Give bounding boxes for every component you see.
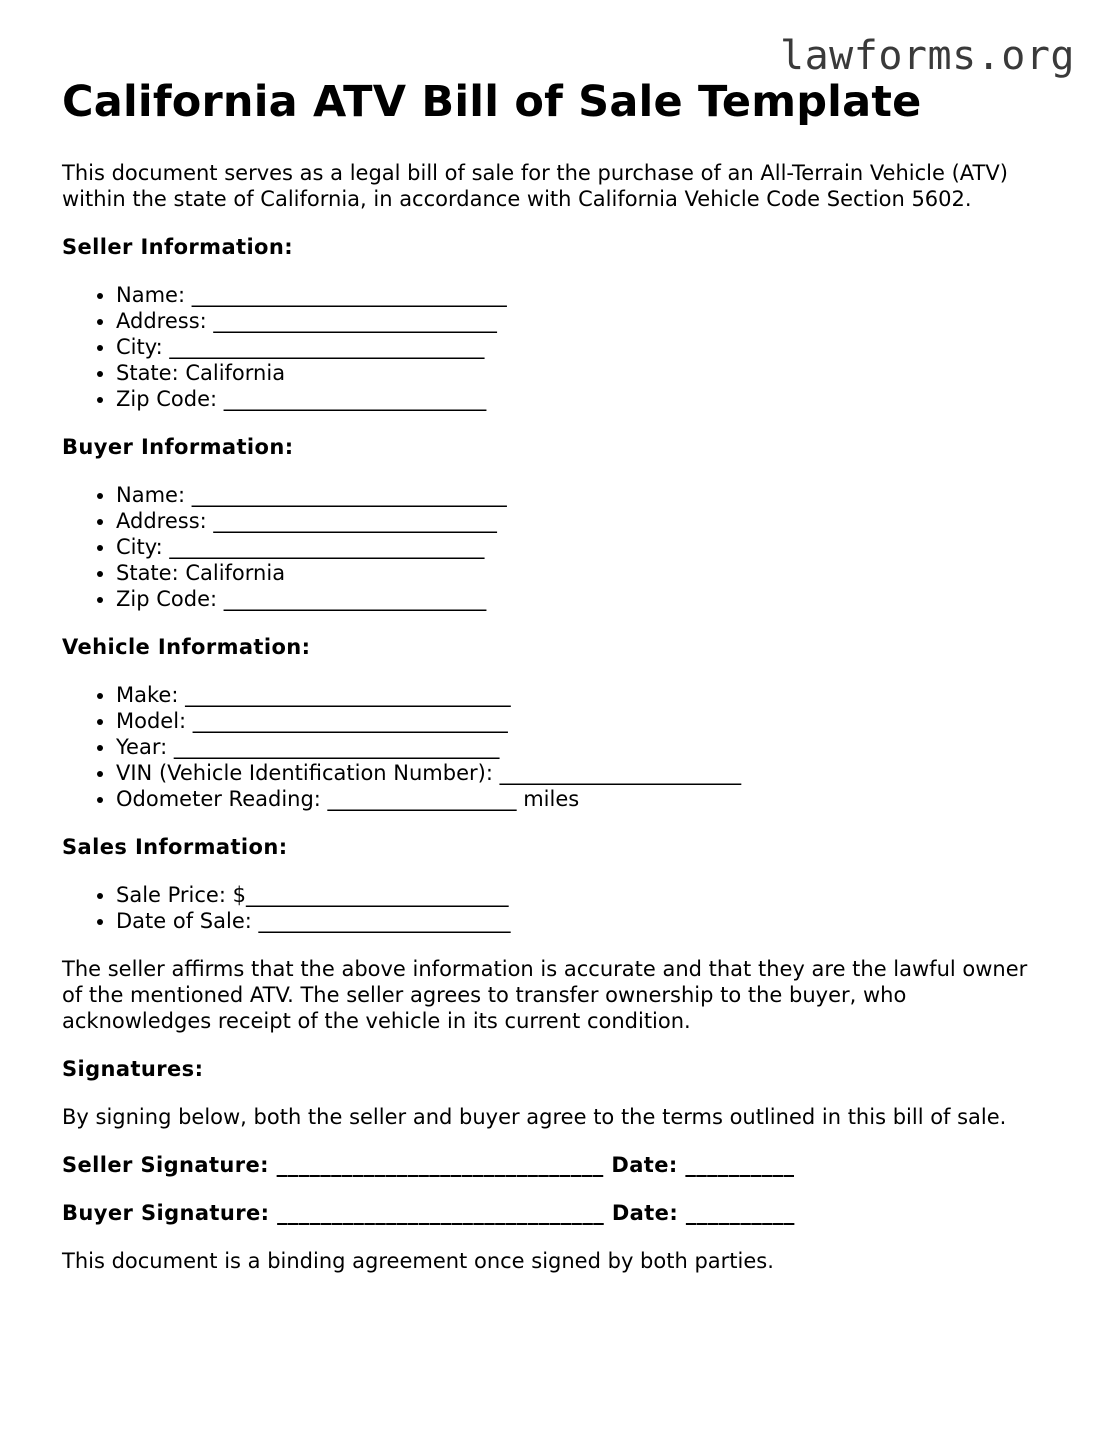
buyer-state-field: • State: California	[116, 560, 1052, 586]
sales-info-list	[62, 882, 1052, 934]
seller-city-field: • City: ______________________________	[116, 334, 1052, 360]
signatures-statement: By signing below, both the seller and buyer agree to the terms outlined in this bill of sale.	[62, 1105, 1007, 1130]
vehicle-odometer-field: • Odometer Reading: __________________ miles	[116, 786, 1052, 812]
affirmation-paragraph: The seller affirms that the above information is accurate and that they are the lawful owner of the mentioned ATV. The seller agrees to transfer ownership to the buyer, who acknowledges receipt of the vehicle in its current condition.	[62, 957, 1028, 1034]
sale-price-field: • Sale Price: $_________________________	[116, 882, 1052, 908]
seller-section-heading: Seller Information:	[62, 235, 294, 260]
closing-statement: This document is a binding agreement once signed by both parties.	[62, 1249, 774, 1274]
buyer-signature-line: Buyer Signature: ______________________________ Date: __________	[62, 1201, 795, 1226]
sale-date-field: • Date of Sale: ________________________	[116, 908, 1052, 934]
vehicle-info-list	[62, 682, 1052, 812]
seller-state-field: • State: California	[116, 360, 1052, 386]
signatures-section-heading: Signatures:	[62, 1057, 204, 1082]
buyer-name-field: • Name: ______________________________	[116, 482, 1052, 508]
buyer-section-heading: Buyer Information:	[62, 435, 294, 460]
seller-zip-field: • Zip Code: _________________________	[116, 386, 1052, 412]
buyer-info-list	[62, 482, 1052, 612]
vehicle-make-field: • Make: _______________________________	[116, 682, 1052, 708]
document-page	[62, 78, 1052, 1274]
seller-name-field: • Name: ______________________________	[116, 282, 1052, 308]
intro-paragraph: This document serves as a legal bill of sale for the purchase of an All-Terrain Vehicle (ATV) within the state of California, in accordance with California Vehicle Code Section 5602.	[62, 161, 1008, 212]
buyer-zip-field: • Zip Code: _________________________	[116, 586, 1052, 612]
vehicle-vin-field: • VIN (Vehicle Identification Number): _______________________	[116, 760, 1052, 786]
seller-info-list	[62, 282, 1052, 412]
lawforms-watermark: lawforms.org	[780, 33, 1075, 79]
document-title: California ATV Bill of Sale Template	[62, 77, 922, 127]
seller-address-field: • Address: ___________________________	[116, 308, 1052, 334]
vehicle-model-field: • Model: ______________________________	[116, 708, 1052, 734]
seller-signature-line: Seller Signature: ______________________________ Date: __________	[62, 1153, 795, 1178]
buyer-address-field: • Address: ___________________________	[116, 508, 1052, 534]
vehicle-year-field: • Year: _______________________________	[116, 734, 1052, 760]
buyer-city-field: • City: ______________________________	[116, 534, 1052, 560]
sales-section-heading: Sales Information:	[62, 835, 288, 860]
vehicle-section-heading: Vehicle Information:	[62, 635, 311, 660]
